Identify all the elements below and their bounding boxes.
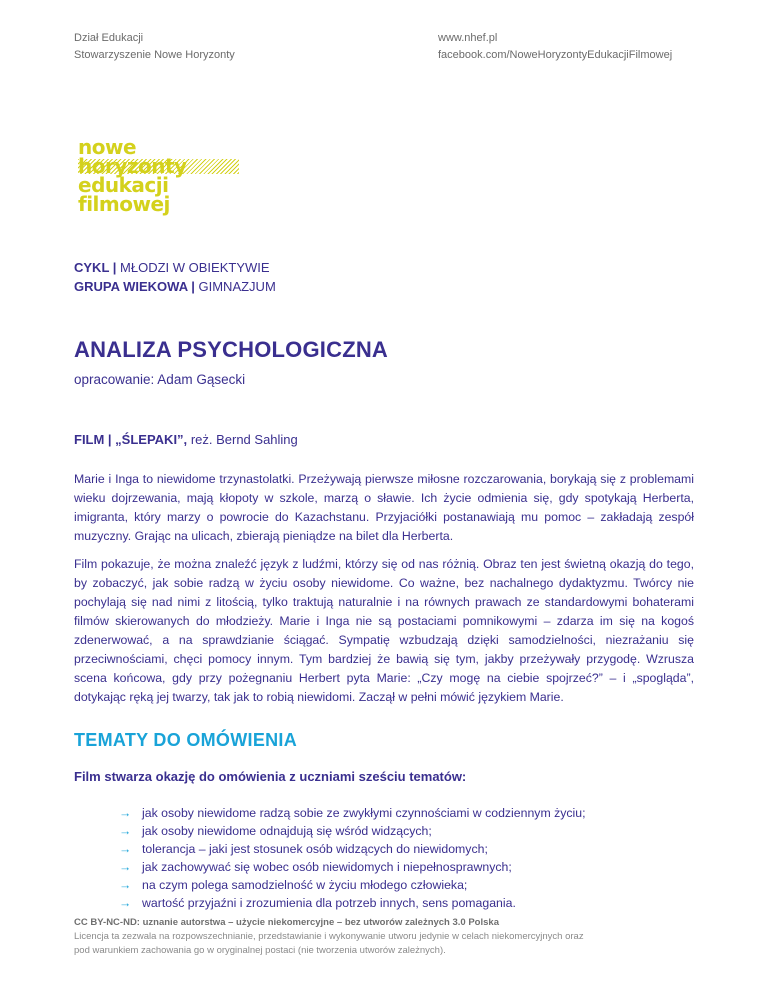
film-label: FILM | „ŚLEPAKI”, [74,432,188,447]
list-item [119,876,586,894]
cycle-label: CYKL | [74,260,117,275]
logo [78,135,187,216]
film-info [74,432,298,447]
license-line-2: pod warunkiem zachowania go w oryginalnej postaci (nie tworzenia utworów zależnych). [74,945,446,956]
age-group-value: GIMNAZJUM [198,279,276,294]
header-department: Dział Edukacji [74,32,144,44]
film-director: reż. Bernd Sahling [190,432,298,447]
arrow-right-icon: → [119,806,132,820]
cycle-info [74,258,276,296]
topic-text: na czym polega samodzielność w życiu młodego człowieka; [142,878,468,892]
header-facebook[interactable]: facebook.com/NoweHoryzontyEdukacjiFilmowej [438,49,673,61]
topic-text: tolerancja – jaki jest stosunek osób widzących do niewidomych; [142,842,488,856]
header-website[interactable]: www.nhef.pl [438,32,498,44]
header-right [438,30,672,64]
cycle-value: MŁODZI W OBIEKTYWIE [120,260,270,275]
list-item [119,858,586,876]
logo-line-1: nowe [78,135,137,159]
topic-text: wartość przyjaźni i zrozumienia dla potrzeb innych, sens pomagania. [142,896,516,910]
arrow-right-icon: → [119,824,132,838]
paragraph-analysis: Film pokazuje, że można znaleźć język z ludźmi, którzy się od nas różnią. Obraz ten jest świetną okazją do tego, by zobaczyć, jak sobie radzą w życiu osoby niewidome. Co ważne, bez nachalnego dydaktyzmu. Twórcy nie pochylają się nad nimi z litością, tylko traktują naturalnie i na równych prawach ze standardowymi bohaterami filmów skierowanych do młodzieży. Marie i Inga nie są postaciami pomnikowymi – zdarza im się na kogoś zdenerwować, a na sprawdzianie ściągać. Sympatię wzbudzają dzięki samodzielności, niezrażaniu się przeciwnościami, chęci pomocy innym. Tym bardziej że bawią się tym, jakby przeżywały przygodę. Wzrusza scena końcowa, gdy przy pożegnaniu Herbert pyta Marie: „Czy mogę na ciebie spojrzeć?” – i „spogląda”, dotykając ręką jej twarzy, tak jak to robią niewidomi. Zaczął w pełni mówić językiem Marie. [74,557,694,704]
arrow-right-icon: → [119,878,132,892]
topics-list [119,804,586,912]
author: opracowanie: Adam Gąsecki [74,372,246,387]
arrow-right-icon: → [119,842,132,856]
list-item [119,840,586,858]
topic-text: jak zachowywać się wobec osób niewidomych i niepełnosprawnych; [142,860,512,874]
list-item [119,822,586,840]
license-line-1: Licencja ta zezwala na rozpowszechnianie, przedstawianie i wykonywanie utworu jedynie w celach niekomercyjnych oraz [74,931,584,942]
topics-intro: Film stwarza okazję do omówienia z uczniami sześciu tematów: [74,769,467,784]
list-item [119,804,586,822]
header-left [74,30,235,64]
list-item [119,894,586,912]
license-footer [74,916,694,958]
page-title: ANALIZA PSYCHOLOGICZNA [74,337,389,362]
license-title: CC BY-NC-ND: uznanie autorstwa – użycie niekomercyjne – bez utworów zależnych 3.0 Polska [74,917,499,928]
arrow-right-icon: → [119,860,132,874]
header-organization: Stowarzyszenie Nowe Horyzonty [74,49,235,61]
topic-text: jak osoby niewidome radzą sobie ze zwykłymi czynnościami w codziennym życiu; [142,806,586,820]
age-group-label: GRUPA WIEKOWA | [74,279,195,294]
paragraph-synopsis: Marie i Inga to niewidome trzynastolatki. Przeżywają pierwsze miłosne rozczarowania, borykają się z problemami wieku dojrzewania, mają kłopoty w szkole, marzą o sławie. Ich życie odmienia się, gdy spotykają Herberta, imigranta, który marzy o powrocie do Kazachstanu. Przyjaciółki postanawiają mu pomoc – zakładają zespół muzyczny. Grając na ulicach, zbierają pieniądze na bilet dla Herberta. [74,472,694,543]
topics-heading: TEMATY DO OMÓWIENIA [74,730,298,750]
topic-text: jak osoby niewidome odnajdują się wśród widzących; [142,824,432,838]
logo-line-3: edukacji [78,173,169,197]
logo-line-4: filmowej [78,192,170,216]
logo-line-2: horyzonty [78,154,187,178]
arrow-right-icon: → [119,896,132,910]
